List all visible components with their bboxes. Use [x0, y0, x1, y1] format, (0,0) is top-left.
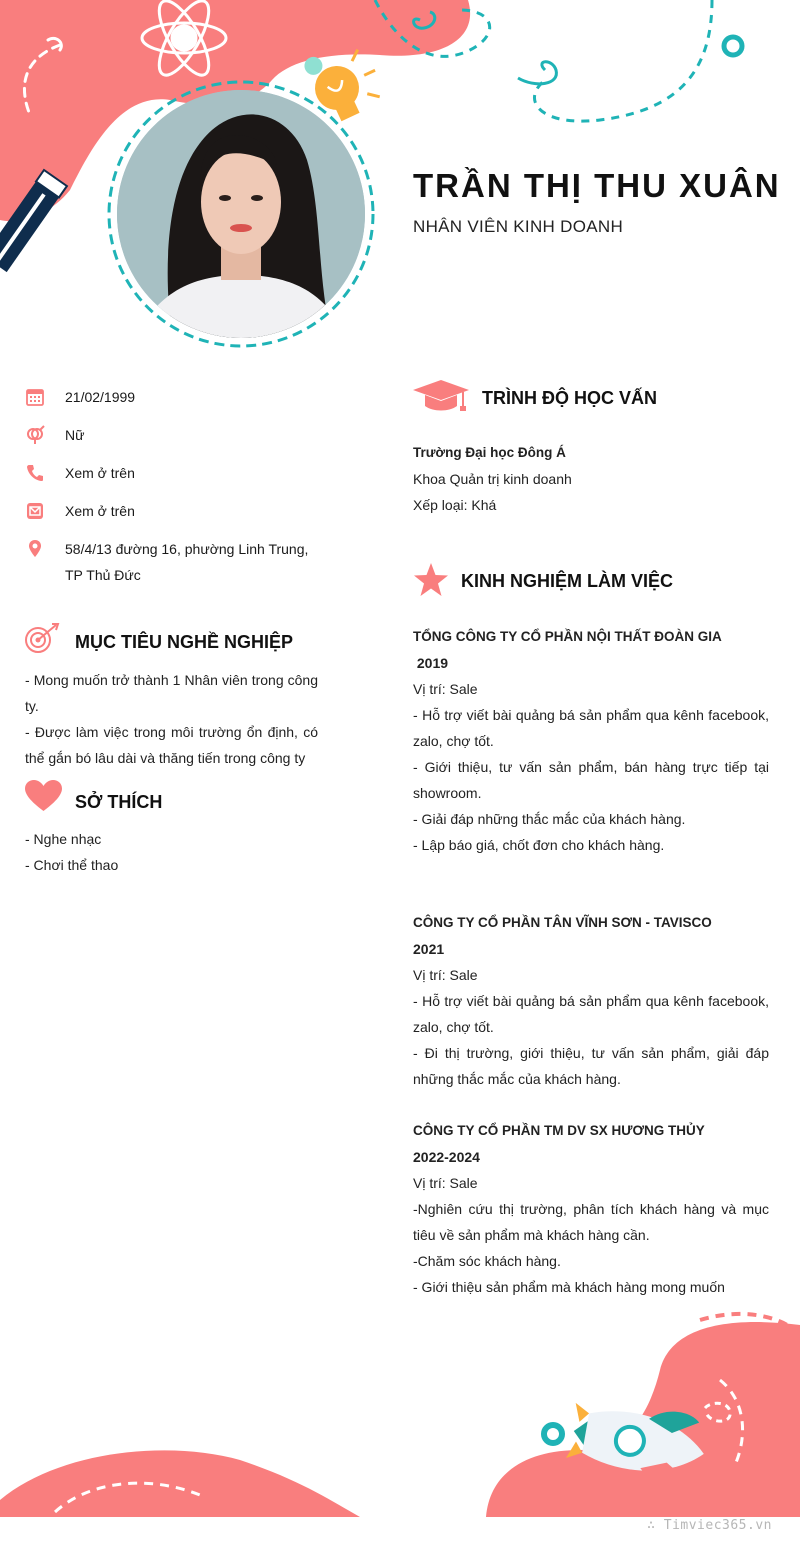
- job-duty: - Giới thiệu, tư vấn sản phẩm, bán hàng trực tiếp tại showroom.: [413, 759, 769, 801]
- objective-heading: MỤC TIÊU NGHỀ NGHIỆP: [75, 632, 294, 652]
- job-duty: - Đi thị trường, giới thiệu, tư vấn sản phẩm, giải đáp những thắc mắc của khách hàng.: [413, 1045, 769, 1087]
- phone-icon: [25, 463, 45, 483]
- faculty: Khoa Quản trị kinh doanh: [413, 471, 572, 487]
- job-period: 2022-2024: [413, 1149, 480, 1165]
- objective-line: - Mong muốn trở thành 1 Nhân viên trong công ty.: [25, 672, 318, 714]
- job-title: NHÂN VIÊN KINH DOANH: [413, 217, 624, 236]
- heart-icon: [25, 780, 62, 812]
- job-period: 2019: [413, 655, 449, 671]
- email-icon: [25, 501, 45, 521]
- target-icon: [24, 622, 60, 654]
- job-company: CÔNG TY CỔ PHẦN TM DV SX HƯƠNG THỦY: [413, 1123, 705, 1138]
- contact-phone-text: Xem ở trên: [65, 465, 135, 481]
- hobbies-list: [25, 826, 315, 878]
- job-entry-1: [413, 624, 769, 858]
- star-icon: [413, 562, 449, 598]
- watermark: ∴ Timviec365.vn: [647, 1518, 772, 1533]
- grade: Xếp loại: Khá: [413, 497, 497, 513]
- ring-icon: [724, 37, 742, 55]
- experience-heading: KINH NGHIỆM LÀM VIỆC: [461, 571, 674, 591]
- education-details: [413, 440, 773, 518]
- job-position: Vị trí: Sale: [413, 681, 478, 697]
- job-duty: - Hỗ trợ viết bài quảng bá sản phẩm qua kênh facebook, zalo, chợ tốt.: [413, 707, 769, 749]
- job-position: Vị trí: Sale: [413, 967, 478, 983]
- education-heading: TRÌNH ĐỘ HỌC VẤN: [482, 388, 657, 408]
- job-duty: -Nghiên cứu thị trường, phân tích khách hàng và mục tiêu về sản phẩm mà khách hàng cần.: [413, 1201, 769, 1243]
- hobby-item: - Nghe nhạc: [25, 831, 102, 847]
- contact-dob-text: 21/02/1999: [65, 389, 136, 405]
- job-duty: - Giải đáp những thắc mắc của khách hàng.: [413, 811, 686, 827]
- job-duty: - Hỗ trợ viết bài quảng bá sản phẩm qua kênh facebook, zalo, chợ tốt.: [413, 993, 769, 1035]
- contact-gender-text: Nữ: [65, 427, 85, 443]
- ring-icon: [544, 1425, 562, 1443]
- job-entry-3: [413, 1118, 769, 1300]
- footer-decoration: [0, 1300, 800, 1543]
- job-position: Vị trí: Sale: [413, 1175, 478, 1191]
- contact-address-text: 58/4/13 đường 16, phường Linh Trung, TP Thủ Đức: [65, 541, 309, 583]
- avatar: [117, 90, 365, 338]
- graduation-cap-icon: [413, 380, 469, 412]
- job-entry-2: [413, 910, 769, 1092]
- school-name: Trường Đại học Đông Á: [413, 445, 566, 460]
- location-pin-icon: [25, 539, 45, 559]
- gender-icon: [25, 425, 45, 445]
- hobbies-heading: SỞ THÍCH: [75, 792, 163, 812]
- job-duty: - Giới thiệu sản phẩm mà khách hàng mong muốn: [413, 1279, 725, 1295]
- hobby-item: - Chơi thể thao: [25, 857, 119, 873]
- objective-line: - Được làm việc trong môi trường ổn định, có thể gắn bó lâu dài và thăng tiến trong công ty: [25, 724, 318, 766]
- contact-email-text: Xem ở trên: [65, 503, 135, 519]
- candidate-name: TRẦN THỊ THU XUÂN: [413, 167, 781, 204]
- job-period: 2021: [413, 941, 445, 957]
- objective-text: [25, 667, 318, 771]
- job-duty: - Lập báo giá, chốt đơn cho khách hàng.: [413, 837, 665, 853]
- job-company: TỔNG CÔNG TY CỔ PHẦN NỘI THẤT ĐOÀN GIA: [413, 629, 722, 644]
- job-company: CÔNG TY CỔ PHẦN TÂN VĨNH SƠN - TAVISCO: [413, 915, 712, 930]
- calendar-icon: [25, 387, 45, 407]
- job-duty: -Chăm sóc khách hàng.: [413, 1253, 561, 1269]
